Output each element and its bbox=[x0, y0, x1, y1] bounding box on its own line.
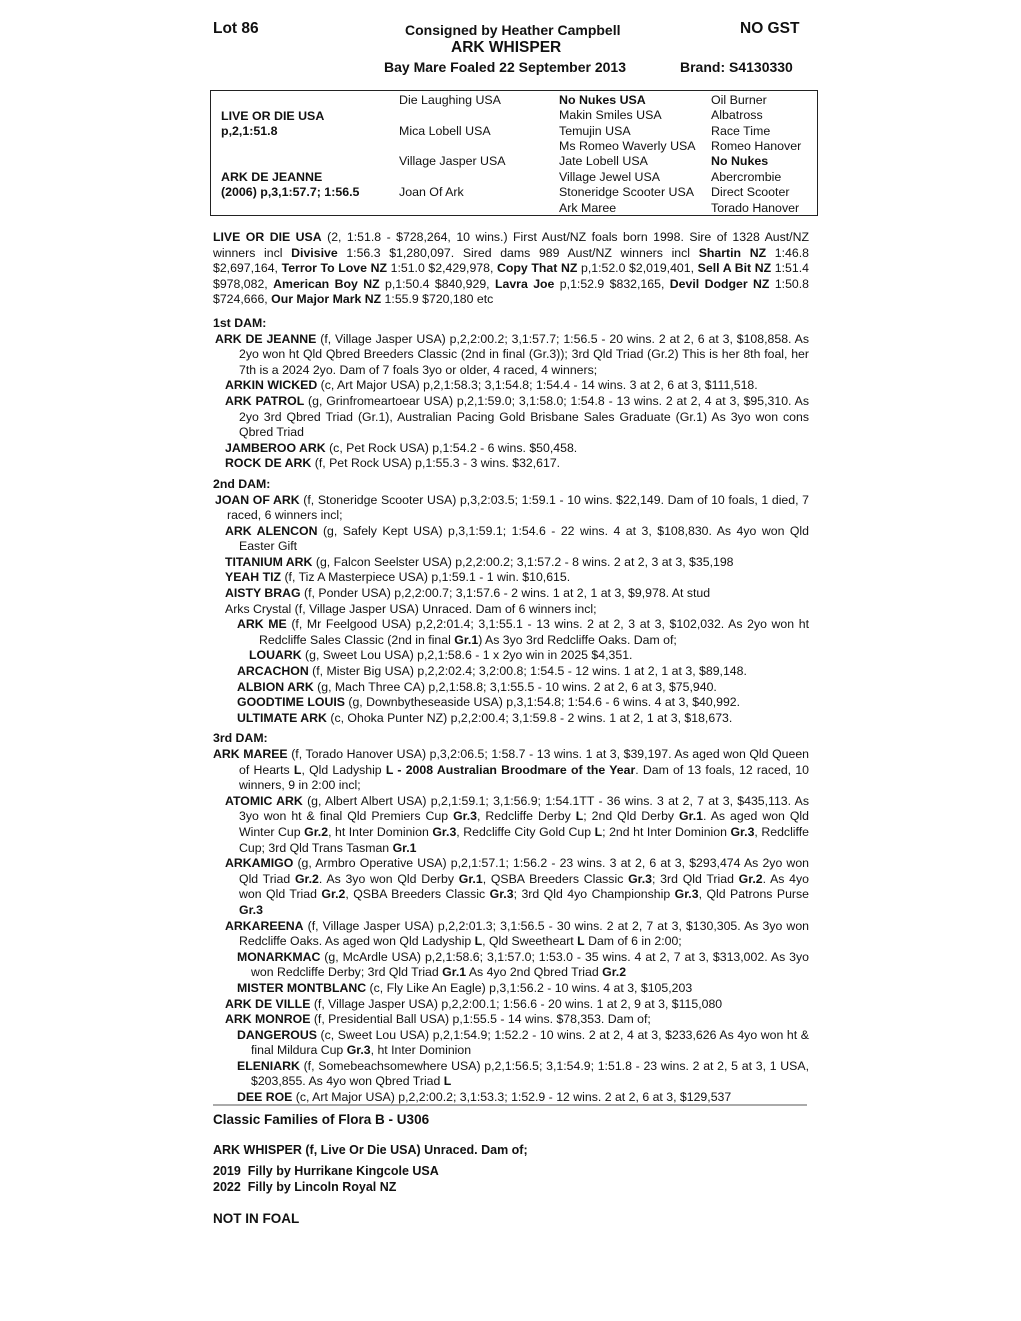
produce-record: 2019 Filly by Hurrikane Kingcole USA bbox=[213, 1164, 439, 1178]
progeny-entry: ROCK DE ARK (f, Pet Rock USA) p,1:55.3 - 3 wins. $32,617. bbox=[225, 456, 561, 471]
grand-progeny-entry: MISTER MONTBLANC (c, Fly Like An Eagle) p,3,1:56.2 - 10 wins. 4 at 3, $105,203 bbox=[237, 980, 693, 995]
progeny-entry: Arks Crystal (f, Village Jasper USA) Unraced. Dam of 6 winners incl; bbox=[225, 601, 597, 616]
progeny-entry: ARKAMIGO (g, Armbro Operative USA) p,2,1:57.1; 1:56.2 - 23 wins. 3 at 2, 6 at 3, $293,474 As 2yo won Qld Triad Gr.2. As 3yo won Qld Derby Gr.1, QSBA Breeders Classic Gr.3; 3rd Qld Triad Gr.2. As 4yo won Qld Triad Gr.2, QSBA Breeders Classic Gr.3; 3rd Qld 4yo Championship Gr.3, Qld Patrons Purse Gr.3 bbox=[225, 856, 810, 917]
first-dam-entry: ARK DE JEANNE (f, Village Jasper USA) p,2,2:00.2; 3,1:57.7; 1:56.5 - 20 wins. 2 at 2, 6 at 3, $108,858. As 2yo won ht Qld Qbred Breeders Classic (2nd in final (Gr.3)); 3rd Qld Triad (Gr.2) This is her 8th foal, her 7th is a 2024 2yo. Dam of 7 foals 3yo or older, 4 raced, 4 winners; bbox=[215, 331, 809, 377]
pedigree-gen3-item: Stoneridge Scooter USA bbox=[559, 185, 694, 199]
pedigree-gen3-item: Makin Smiles USA bbox=[559, 108, 662, 122]
catalogue-body bbox=[213, 230, 809, 1106]
foaled-info: Bay Mare Foaled 22 September 2013 bbox=[384, 59, 627, 75]
second-dam-heading: 2nd DAM: bbox=[213, 476, 271, 491]
progeny-entry: TITANIUM ARK (g, Falcon Seelster USA) p,2,2:00.2; 3,1:57.2 - 8 wins. 2 at 2, 3 at 3, $35,198 bbox=[225, 554, 734, 569]
pedigree-gen3-item: Temujin USA bbox=[559, 124, 631, 138]
pedigree-gen2-item: Die Laughing USA bbox=[399, 93, 501, 107]
grand-progeny-entry: MONARKMAC (g, McArdle USA) p,2,1:58.6; 3,1:57.0; 1:53.0 - 35 wins. 4 at 2, 7 at 3, $313,002. As 3yo won Redcliffe Derby; 3rd Qld Triad Gr.1 As 4yo 2nd Qbred Triad Gr.2 bbox=[237, 949, 809, 980]
progeny-entry: ARK PATROL (g, Grinfromeartoear USA) p,2,1:59.0; 3,1:58.0; 1:54.8 - 13 wins. 2 at 2, 4 at 3, $95,310. As 2yo 3rd Qbred Triad (Gr.1), Australian Pacing Gold Brisbane Sales Graduate (Gr.1) As 3yo won cons Qbred Triad bbox=[225, 393, 809, 440]
progeny-entry: ARK MONROE (f, Presidential Ball USA) p,1:55.5 - 14 wins. $78,353. Dam of; bbox=[225, 1012, 651, 1027]
produce-record: 2022 Filly by Lincoln Royal NZ bbox=[213, 1180, 397, 1194]
pedigree-gen4-item: Direct Scooter bbox=[711, 185, 790, 199]
grand-progeny-entry: ARCACHON (f, Mister Big USA) p,2,2:02.4; 3,2:00.8; 1:54.5 - 12 wins. 1 at 2, 1 at 3, $89,148. bbox=[237, 664, 747, 679]
pedigree-gen4-item: Torado Hanover bbox=[711, 201, 800, 215]
pedigree-gen2-item: Village Jasper USA bbox=[399, 154, 506, 168]
consignor: Consigned by Heather Campbell bbox=[405, 22, 621, 38]
horse-name: ARK WHISPER bbox=[451, 39, 562, 56]
lot-number: Lot 86 bbox=[213, 20, 259, 37]
sire-name: LIVE OR DIE USA bbox=[213, 230, 322, 244]
pedigree-sire-record: p,2,1:51.8 bbox=[221, 124, 278, 138]
brand: Brand: S4130330 bbox=[680, 59, 793, 75]
subject-summary: ARK WHISPER (f, Live Or Die USA) Unraced. Dam of; bbox=[213, 1143, 528, 1157]
pedigree-gen2-item: Mica Lobell USA bbox=[399, 124, 491, 138]
grand-progeny-entry: DEE ROE (c, Art Major USA) p,2,2:00.2; 3,1:53.3; 1:52.9 - 12 wins. 2 at 2, 6 at 3, $129,537 bbox=[237, 1090, 732, 1105]
progeny-entry: ARKAREENA (f, Village Jasper USA) p,2,2:01.3; 3,1:56.5 - 30 wins. 2 at 2, 7 at 3, $130,305. As 3yo won Redcliffe Oaks. As aged won Qld Ladyship L, Qld Sweetheart L Dam of 6 in 2:00; bbox=[225, 918, 809, 949]
gst-status: NO GST bbox=[740, 20, 800, 37]
pedigree-gen2-item: Joan Of Ark bbox=[399, 185, 464, 199]
sire-summary: LIVE OR DIE USA (2, 1:51.8 - $728,264, 10 wins.) First Aust/NZ foals born 1998. Sire of 1328 Aust/NZ winners incl Divisive 1:56.3 $1,280,097. Sired dams 989 Aust/NZ winners incl Shartin NZ 1:46.8 $2,697,164, Terror To Love NZ 1:51.0 $2,429,978, Copy That NZ p,1:52.0 $2,019,401, Sell A Bit NZ 1:51.4 $978,082, American Boy NZ p,1:50.4 $840,929, Lavra Joe p,1:52.9 $832,165, Devil Dodger NZ 1:50.8 $724,666, Our Major Mark NZ 1:55.9 $720,180 etc bbox=[213, 230, 810, 307]
pedigree-gen4-item: No Nukes bbox=[711, 154, 769, 168]
pedigree-sire: LIVE OR DIE USA bbox=[221, 109, 325, 123]
progeny-entry: ARKIN WICKED (c, Art Major USA) p,2,1:58.3; 3,1:54.8; 1:54.4 - 14 wins. 3 at 2, 6 at 3, $111,518. bbox=[225, 378, 758, 393]
pedigree-gen3-item: Ms Romeo Waverly USA bbox=[559, 139, 696, 153]
pedigree-gen3-item: No Nukes USA bbox=[559, 93, 646, 107]
progeny-entry: AISTY BRAG (f, Ponder USA) p,2,2:00.7; 3,1:57.6 - 2 wins. 1 at 2, 1 at 3, $9,978. At stud bbox=[225, 586, 711, 601]
progeny-entry: ARK ALENCON (g, Safely Kept USA) p,3,1:59.1; 1:54.6 - 22 wins. 4 at 3, $108,830. As 4yo won Qld Easter Gift bbox=[225, 523, 810, 554]
pedigree-gen4-item: Oil Burner bbox=[711, 93, 767, 107]
family-line: Classic Families of Flora B - U306 bbox=[213, 1112, 430, 1127]
pedigree-dam: ARK DE JEANNE bbox=[221, 170, 323, 184]
grand-progeny-entry: ALBION ARK (g, Mach Three CA) p,2,1:58.8; 3,1:55.5 - 10 wins. 2 at 2, 6 at 3, $75,940. bbox=[237, 679, 717, 694]
foaling-status: NOT IN FOAL bbox=[213, 1211, 300, 1226]
pedigree-gen3-item: Jate Lobell USA bbox=[559, 154, 648, 168]
second-dam-entry: JOAN OF ARK (f, Stoneridge Scooter USA) p,3,2:03.5; 1:59.1 - 10 wins. $22,149. Dam of 10 foals, 1 died, 7 raced, 6 winners incl; bbox=[215, 492, 809, 523]
pedigree-gen4-item: Race Time bbox=[711, 124, 771, 138]
pedigree-gen3-item: Village Jewel USA bbox=[559, 170, 661, 184]
third-dam-entry: ARK MAREE (f, Torado Hanover USA) p,3,2:06.5; 1:58.7 - 13 wins. 1 at 3, $39,197. As aged won Qld Queen of Hearts L, Qld Ladyship L - 2008 Australian Broodmare of the Year. Dam of 13 foals, 12 raced, 10 winners, 9 in 2:00 incl; bbox=[213, 747, 809, 793]
grand-progeny-entry: ELENIARK (f, Somebeachsomewhere USA) p,2,1:56.5; 3,1:54.9; 1:51.8 - 23 wins. 2 at 2, 5 at 3, 1 USA, $203,855. As 4yo won Qbred Triad L bbox=[237, 1058, 809, 1089]
pedigree-gen4-item: Albatross bbox=[711, 108, 763, 122]
third-dam-heading: 3rd DAM: bbox=[213, 731, 268, 746]
progeny-entry: ATOMIC ARK (g, Albert Albert USA) p,2,1:59.1; 3,1:56.9; 1:54.1TT - 36 wins. 3 at 2, 7 at 3, $435,113. As 3yo won ht & final Qld Premiers Cup Gr.3, Redcliffe Derby L; 2nd Qld Derby Gr.1. As aged won Qld Winter Cup Gr.2, ht Inter Dominion Gr.3, Redcliffe City Gold Cup L; 2nd ht Inter Dominion Gr.3, Redcliffe Cup; 3rd Qld Trans Tasman Gr.1 bbox=[225, 793, 810, 855]
grand-progeny-entry: DANGEROUS (c, Sweet Lou USA) p,2,1:54.9; 1:52.2 - 10 wins. 2 at 2, 4 at 3, $233,626 As 4yo won ht & final Mildura Cup Gr.3, ht Inter Dominion bbox=[237, 1027, 809, 1058]
pedigree-gen4-item: Abercrombie bbox=[711, 170, 782, 184]
pedigree-gen4-item: Romeo Hanover bbox=[711, 139, 802, 153]
pedigree-table bbox=[210, 90, 818, 216]
progeny-entry: YEAH TIZ (f, Tiz A Masterpiece USA) p,1:59.1 - 1 win. $10,615. bbox=[225, 570, 571, 585]
pedigree-dam-record: (2006) p,3,1:57.7; 1:56.5 bbox=[221, 185, 360, 199]
grand-progeny-entry: ULTIMATE ARK (c, Ohoka Punter NZ) p,2,2:00.4; 3,1:59.8 - 2 wins. 1 at 2, 1 at 3, $18,673. bbox=[237, 710, 733, 725]
section-divider bbox=[213, 1104, 807, 1106]
progeny-entry: ARK DE VILLE (f, Village Jasper USA) p,2,2:00.1; 1:56.6 - 20 wins. 1 at 2, 9 at 3, $115,080 bbox=[225, 996, 723, 1011]
grand-progeny-entry: LOUARK (g, Sweet Lou USA) p,2,1:58.6 - 1 x 2yo win in 2025 $4,351. bbox=[249, 648, 633, 663]
grand-progeny-entry: ARK ME (f, Mr Feelgood USA) p,2,2:01.4; 3,1:55.1 - 13 wins. 2 at 2, 3 at 3, $102,032. As 2yo won ht Redcliffe Sales Classic (2nd in final Gr.1) As 3yo 3rd Redcliffe Oaks. Dam of; bbox=[237, 617, 809, 647]
first-dam-heading: 1st DAM: bbox=[213, 315, 267, 330]
grand-progeny-entry: GOODTIME LOUIS (g, Downbytheseaside USA) p,3,1:54.8; 1:54.6 - 6 wins. 4 at 3, $40,992. bbox=[237, 695, 741, 710]
pedigree-gen3-item: Ark Maree bbox=[559, 201, 617, 215]
progeny-entry: JAMBEROO ARK (c, Pet Rock USA) p,1:54.2 - 6 wins. $50,458. bbox=[225, 440, 578, 455]
